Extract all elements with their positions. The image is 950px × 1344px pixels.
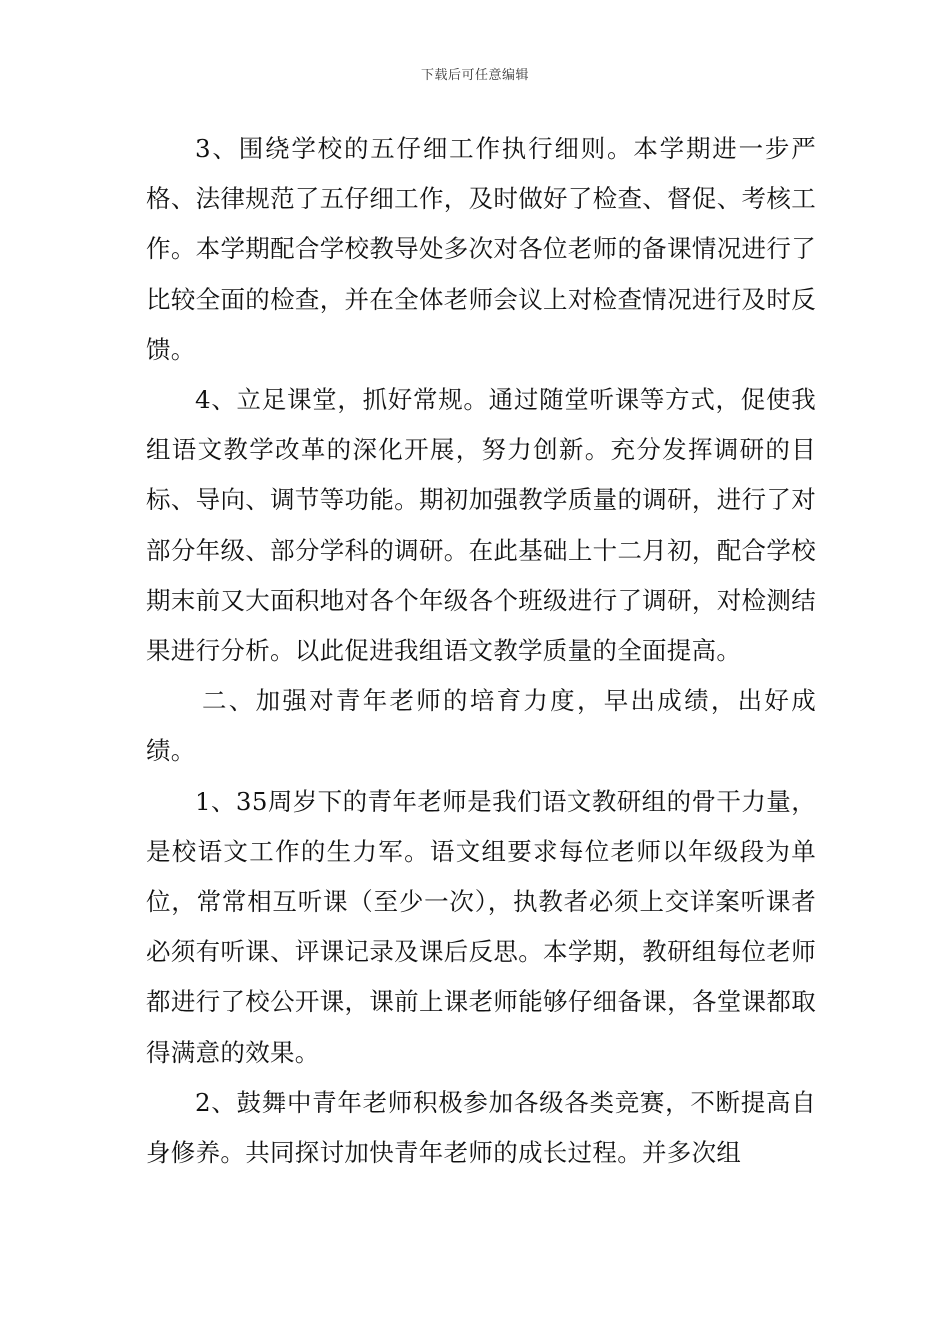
- page-header: 下载后可任意编辑: [420, 68, 529, 83]
- section-heading-2: 二、加强对青年老师的培育力度，早出成绩，出好成绩。: [146, 686, 816, 766]
- paragraph-item-2: 2、鼓舞中青年老师积极参加各级各类竞赛，不断提高自身修养。共同探讨加快青年老师的成长过程。并多次组: [146, 1087, 816, 1168]
- paragraph-item-1: 1、35周岁下的青年老师是我们语文教研组的骨干力量，是校语文工作的生力军。语文组要求每位老师以年级段为单位，常常相互听课（至少一次），执教者必须上交详案听课者必须有听课、评课记录及课后反思。本学期，教研组每位老师都进行了校公开课，课前上课老师能够仔细备课，各堂课都取得满意的效果。: [146, 786, 816, 1067]
- document-body: [146, 124, 816, 1178]
- paragraph-item-4: 4、立足课堂，抓好常规。通过随堂听课等方式，促使我组语文教学改革的深化开展，努力创新。充分发挥调研的目标、导向、调节等功能。期初加强教学质量的调研，进行了对部分年级、部分学科的调研。在此基础上十二月初，配合学校期末前又大面积地对各个年级各个班级进行了调研，对检测结果进行分析。以此促进我组语文教学质量的全面提高。: [146, 385, 816, 666]
- paragraph-item-3: 3、围绕学校的五仔细工作执行细则。本学期进一步严格、法律规范了五仔细工作，及时做好了检查、督促、考核工作。本学期配合学校教导处多次对各位老师的备课情况进行了比较全面的检查，并在全体老师会议上对检查情况进行及时反馈。: [146, 134, 816, 364]
